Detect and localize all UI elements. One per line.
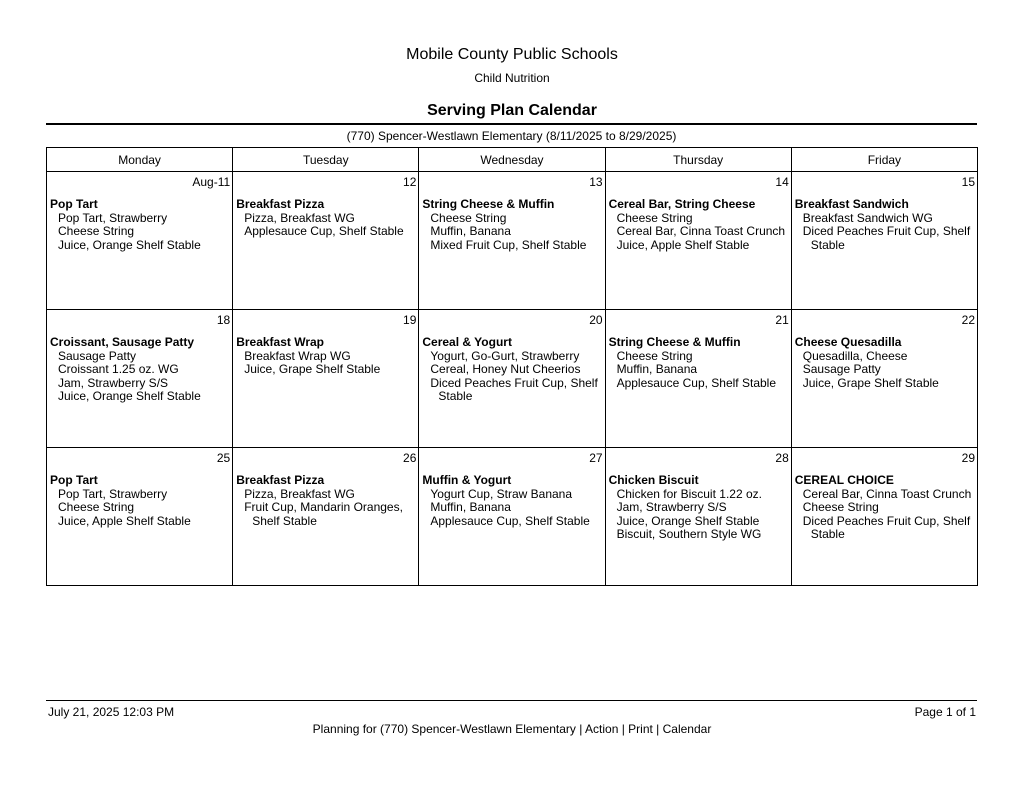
day-cell [233,310,419,448]
menu-item [47,377,232,391]
menu-item [47,225,232,239]
menu-item-text: Muffin, Banana [430,500,511,515]
menu-item-text: Pizza, Breakfast WG [244,210,355,225]
menu-item [233,488,418,502]
meal-name: Breakfast Wrap [236,335,325,349]
menu-item-text: Muffin, Banana [430,224,511,239]
menu-item-text: Pop Tart, Strawberry [58,210,168,225]
menu-item [606,488,791,502]
page-number: Page 1 of 1 [914,705,976,719]
day-date: 25 [216,451,231,465]
menu-item [47,515,232,529]
menu-item [47,350,232,364]
menu-item [606,363,791,377]
menu-item [606,225,791,239]
menu-item [606,377,791,391]
day-cell [791,310,977,448]
day-date: 18 [216,313,231,327]
day-date: 29 [961,451,975,465]
menu-item-continuation: Shelf Stable [252,513,317,528]
weekday-header: Wednesday [419,148,605,172]
day-cell [47,172,233,310]
menu-item-text: Applesauce Cup, Shelf Stable [616,375,777,390]
menu-item [47,363,232,377]
print-timestamp: July 21, 2025 12:03 PM [48,705,175,719]
meal-name: Breakfast Sandwich [794,197,909,211]
meal-name: Cereal & Yogurt [422,335,512,349]
menu-item [419,350,604,364]
day-cell [791,172,977,310]
menu-item [233,225,418,239]
menu-item [419,515,604,529]
menu-item-text: Jam, Strawberry S/S [58,375,169,390]
meal-name: String Cheese & Muffin [608,335,741,349]
day-date: 28 [775,451,789,465]
menu-item-text: Juice, Grape Shelf Stable [802,375,939,390]
day-cell [605,172,791,310]
menu-item [47,212,232,226]
menu-item-text: Cereal Bar, Cinna Toast Crunch [802,486,972,501]
menu-item [606,239,791,253]
menu-item [419,501,604,515]
menu-item-text: Applesauce Cup, Shelf Stable [430,513,590,528]
day-date: 21 [775,313,789,327]
menu-item-text: Juice, Orange Shelf Stable [58,237,201,252]
menu-item [233,363,418,377]
menu-item-text: Cheese String [616,348,693,363]
meal-name: Breakfast Pizza [236,197,325,211]
menu-item-continuation: Stable [438,389,473,404]
serving-calendar [46,147,978,586]
calendar-body [47,172,978,586]
menu-item [419,212,604,226]
menu-item [792,363,977,377]
department-name: Child Nutrition [474,71,550,85]
day-date: 12 [403,175,417,189]
menu-item [606,528,791,542]
day-date: 13 [589,175,603,189]
menu-item-text: Chicken for Biscuit 1.22 oz. [616,486,762,501]
menu-item-text: Juice, Orange Shelf Stable [616,513,760,528]
planning-info: Planning for (770) Spencer-Westlawn Elementary | Action | Print | Calendar [312,722,712,736]
day-date: 27 [589,451,603,465]
week-row [47,448,978,586]
menu-item-text: Cereal, Honey Nut Cheerios [430,362,581,377]
day-cell [233,448,419,586]
menu-item [419,488,604,502]
menu-item-text: Fruit Cup, Mandarin Oranges, [244,500,403,515]
menu-item-text: Juice, Apple Shelf Stable [616,237,750,252]
menu-item-text: Diced Peaches Fruit Cup, Shelf [802,224,971,239]
menu-item-text: Cheese String [430,210,507,225]
menu-item-text: Pop Tart, Strawberry [58,486,168,501]
weekday-header: Tuesday [233,148,419,172]
day-date: 20 [589,313,603,327]
menu-item [419,239,604,253]
menu-item [47,239,232,253]
day-cell [791,448,977,586]
menu-item [419,225,604,239]
menu-item [792,515,977,542]
menu-item [606,515,791,529]
day-cell [605,448,791,586]
menu-item-continuation: Stable [810,527,845,542]
weekday-header: Friday [791,148,977,172]
menu-item-text: Sausage Patty [58,348,137,363]
menu-item-text: Yogurt, Go-Gurt, Strawberry [430,348,580,363]
menu-item-text: Diced Peaches Fruit Cup, Shelf [430,375,598,390]
menu-item-text: Yogurt Cup, Straw Banana [430,486,573,501]
menu-item-text: Juice, Apple Shelf Stable [58,513,191,528]
menu-item-text: Cheese String [58,500,135,515]
menu-item [792,350,977,364]
menu-item-text: Juice, Orange Shelf Stable [58,389,201,404]
footer-rule [46,700,977,701]
week-row [47,172,978,310]
day-cell [419,448,605,586]
day-date: 26 [403,451,417,465]
menu-item-text: Diced Peaches Fruit Cup, Shelf [802,513,971,528]
menu-item-text: Muffin, Banana [616,362,698,377]
menu-item [606,350,791,364]
menu-item-text: Jam, Strawberry S/S [616,500,727,515]
menu-item [792,377,977,391]
day-cell [419,310,605,448]
meal-name: Breakfast Pizza [236,473,325,487]
menu-item [792,212,977,226]
menu-item [233,212,418,226]
meal-name: Croissant, Sausage Patty [50,335,195,349]
day-date: 19 [403,313,417,327]
menu-item [792,488,977,502]
day-date: Aug-11 [192,175,231,189]
menu-item-text: Mixed Fruit Cup, Shelf Stable [430,237,587,252]
menu-item [606,501,791,515]
menu-item-text: Cheese String [802,500,879,515]
report-subtitle: (770) Spencer-Westlawn Elementary (8/11/2025 to 8/29/2025) [346,129,677,143]
day-cell [419,172,605,310]
menu-item [419,377,604,404]
meal-name: Cheese Quesadilla [794,335,902,349]
menu-item [606,212,791,226]
menu-item-text: Breakfast Wrap WG [244,348,351,363]
menu-item-text: Cereal Bar, Cinna Toast Crunch [616,224,786,239]
weekday-header: Thursday [605,148,791,172]
report-title: Serving Plan Calendar [427,102,597,119]
header-rule [46,123,977,125]
menu-item-text: Cheese String [58,224,135,239]
menu-item [792,225,977,252]
meal-name: Muffin & Yogurt [422,473,512,487]
meal-name: Chicken Biscuit [608,473,699,487]
menu-item-text: Croissant 1.25 oz. WG [58,362,179,377]
meal-name: Pop Tart [50,197,98,211]
meal-name: String Cheese & Muffin [422,197,555,211]
menu-item-text: Biscuit, Southern Style WG [616,527,762,542]
menu-item [47,488,232,502]
menu-item-text: Applesauce Cup, Shelf Stable [244,224,404,239]
organization-name: Mobile County Public Schools [406,46,618,63]
day-date: 14 [775,175,789,189]
day-date: 15 [961,175,975,189]
weekday-header-row [47,148,978,172]
meal-name: Pop Tart [50,473,98,487]
week-row [47,310,978,448]
day-cell [605,310,791,448]
menu-item-text: Juice, Grape Shelf Stable [244,362,381,377]
day-date: 22 [961,313,975,327]
menu-item [233,501,418,528]
menu-item [792,501,977,515]
menu-item-continuation: Stable [810,237,845,252]
day-cell [47,448,233,586]
menu-item-text: Pizza, Breakfast WG [244,486,355,501]
day-cell [47,310,233,448]
menu-item [233,350,418,364]
day-cell [233,172,419,310]
meal-name: Cereal Bar, String Cheese [608,197,756,211]
menu-item-text: Sausage Patty [802,362,881,377]
menu-item-text: Breakfast Sandwich WG [802,210,933,225]
menu-item-text: Cheese String [616,210,693,225]
menu-item [47,501,232,515]
meal-name: CEREAL CHOICE [794,473,894,487]
menu-item-text: Quesadilla, Cheese [802,348,908,363]
menu-item [47,390,232,404]
menu-item [419,363,604,377]
weekday-header: Monday [47,148,233,172]
